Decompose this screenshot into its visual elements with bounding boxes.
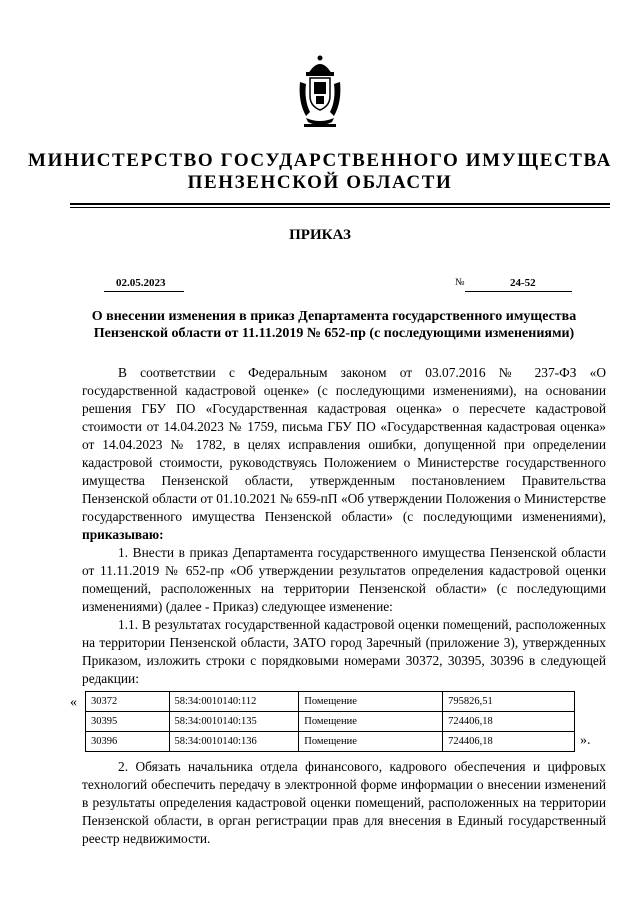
ministry-line1: МИНИСТЕРСТВО ГОСУДАРСТВЕННОГО ИМУЩЕСТВА (28, 150, 612, 171)
header-rule (70, 203, 610, 205)
cadastral-value: 795826,51 (443, 692, 575, 712)
table-quote-close: ». (580, 733, 591, 748)
cadastral-number: 58:34:0010140:135 (169, 712, 299, 732)
number-underline (465, 291, 572, 292)
order-body-continued (82, 758, 606, 848)
point-1-1: 1.1. В результатах государственной кадастровой оценки помещений, расположенных на территории Пензенской области, ЗАТО город Заречный (приложение 3), утвержденных Приказом, изложить строки с порядковыми номерами 30372, 30395, 30396 в следующей редакции: (82, 617, 606, 686)
table-row (86, 692, 575, 712)
object-type: Помещение (299, 692, 443, 712)
table-row (86, 712, 575, 732)
order-body (82, 364, 606, 688)
row-number: 30372 (86, 692, 170, 712)
table-row (86, 732, 575, 752)
cadastral-table (85, 691, 575, 752)
preamble-text: В соответствии с Федеральным законом от 03.07.2016 № 237-ФЗ «О государственной кадастровой оценке» (с последующими изменениями), на основании решения ГБУ ПО «Государственная кадастровая оценка» о пересчете кадастровой стоимости от 14.04.2023 № 1759, письма ГБУ ПО «Государственная кадастровая оценка» от 14.04.2023 № 1782, в целях исправления ошибки, допущенной при определении кадастровой стоимости, руководствуясь Положением о Министерстве государственного имущества Пензенской области, утвержденным постановлением Правительства Пензенской области от 01.10.2021 № 659-пП «Об утверждении Положения о Министерстве государственного имущества Пензенской области» (с последующими изменениями), (82, 365, 606, 524)
table-quote-open: « (70, 695, 77, 710)
cadastral-number: 58:34:0010140:136 (169, 732, 299, 752)
ministry-line2: ПЕНЗЕНСКОЙ ОБЛАСТИ (187, 172, 453, 193)
order-number: 24-52 (510, 277, 536, 289)
point-2: 2. Обязать начальника отдела финансового, кадрового обеспечения и цифровых технологий обеспечить передачу в электронной форме информации о внесении изменений в результаты определения кадастровой оценки помещений, расположенных на территории Пензенской области, в орган регистрации прав для внесения в Единый государственный реестр недвижимости. (82, 759, 606, 846)
point-1: 1. Внести в приказ Департамента государственного имущества Пензенской области от 11.11.2019 № 652-пр «Об утверждении результатов определения кадастровой оценки помещений, расположенных на территории Пензенской области» (с последующими изменениями) (далее - Приказ) следующее изменение: (82, 545, 606, 614)
order-subject (60, 308, 608, 342)
header-rule-thin (70, 207, 610, 208)
order-word: приказываю: (82, 527, 164, 542)
number-sign: № (455, 277, 465, 288)
cadastral-value: 724406,18 (443, 732, 575, 752)
preamble-paragraph (82, 364, 606, 544)
cadastral-number: 58:34:0010140:112 (169, 692, 299, 712)
row-number: 30395 (86, 712, 170, 732)
document-type: ПРИКАЗ (289, 227, 351, 243)
subject-line1: О внесении изменения в приказ Департамента государственного имущества (91, 309, 577, 324)
row-number: 30396 (86, 732, 170, 752)
coat-of-arms-icon (296, 52, 344, 132)
ministry-name (0, 150, 640, 194)
cadastral-value: 724406,18 (443, 712, 575, 732)
order-date: 02.05.2023 (116, 277, 166, 289)
date-underline (104, 291, 184, 292)
object-type: Помещение (299, 712, 443, 732)
subject-line2: Пензенской области от 11.11.2019 № 652-пр (с последующими изменениями) (93, 326, 575, 341)
object-type: Помещение (299, 732, 443, 752)
